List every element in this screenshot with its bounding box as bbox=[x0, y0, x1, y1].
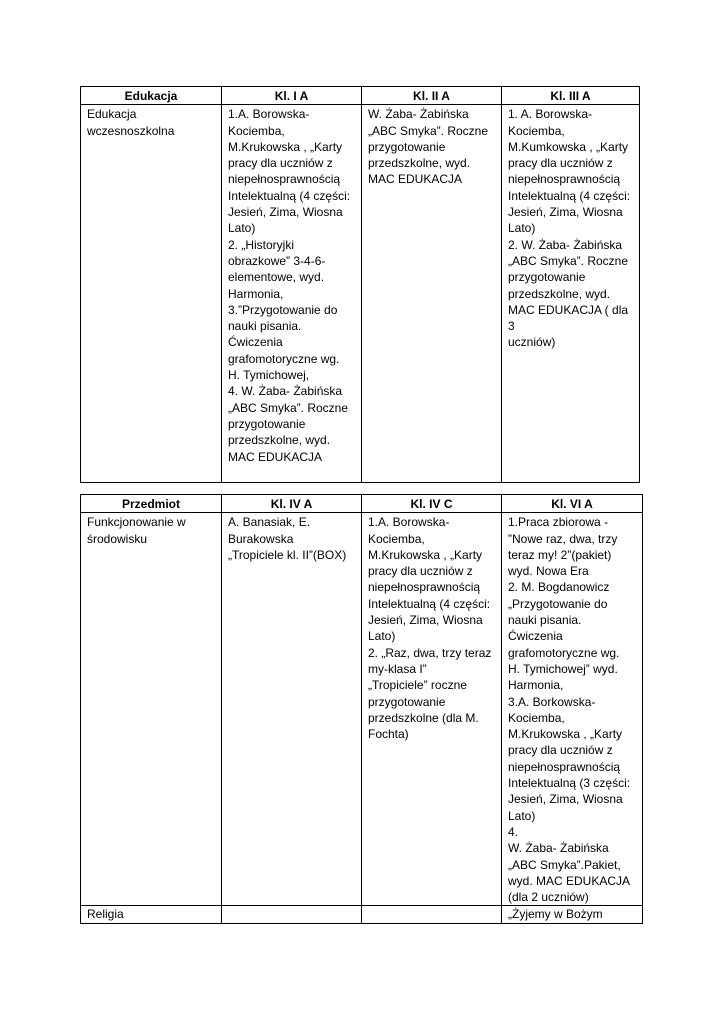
subject-cell: Edukacja wczesnoszkolna bbox=[81, 105, 222, 483]
header-cell: Kl. IV A bbox=[222, 495, 362, 513]
table-header-row bbox=[81, 495, 643, 513]
header-cell: Przedmiot bbox=[81, 495, 222, 513]
education-table-1 bbox=[80, 86, 640, 483]
book-cell: „Żyjemy w Bożym bbox=[502, 906, 643, 923]
table-row bbox=[81, 513, 643, 906]
header-cell: Kl. IV C bbox=[362, 495, 502, 513]
subject-cell: Funkcjonowanie w środowisku bbox=[81, 513, 222, 906]
book-cell: 1.A. Borowska- Kociemba, M.Krukowska , „Karty pracy dla uczniów z niepełnosprawnością Intelektualną (4 części: Jesień, Zima, Wiosna Lato) 2. „Raz, dwa, trzy teraz my-klasa I” „Tropiciele” roczne przygotowanie przedszkolne (dla M. Fochta) bbox=[362, 513, 502, 906]
book-cell: W. Żaba- Żabińska „ABC Smyka”. Roczne przygotowanie przedszkolne, wyd. MAC EDUKACJA bbox=[362, 105, 502, 483]
table-row bbox=[81, 105, 640, 483]
book-cell: A. Banasiak, E. Burakowska „Tropiciele kl. II”(BOX) bbox=[222, 513, 362, 906]
book-cell bbox=[222, 906, 362, 923]
book-cell: 1. A. Borowska- Kociemba, M.Kumkowska , „Karty pracy dla uczniów z niepełnosprawnością Intelektualną (4 części: Jesień, Zima, Wiosna Lato) 2. W. Żaba- Żabińska „ABC Smyka”. Roczne przygotowanie przedszkolne, wyd. MAC EDUKACJA ( dla 3 uczniów) bbox=[502, 105, 640, 483]
book-cell bbox=[362, 906, 502, 923]
book-cell: 1.A. Borowska- Kociemba, M.Krukowska , „Karty pracy dla uczniów z niepełnosprawnością Intelektualną (4 części: Jesień, Zima, Wiosna Lato) 2. „Historyjki obrazkowe” 3-4-6- elementowe, wyd. Harmonia, 3.”Przygotowanie do nauki pisania. Ćwiczenia grafomotoryczne wg. H. Tymichowej, 4. W. Żaba- Żabińska „ABC Smyka”. Roczne przygotowanie przedszkolne, wyd. MAC EDUKACJA bbox=[222, 105, 362, 483]
table-row bbox=[81, 906, 643, 923]
table-header-row bbox=[81, 87, 640, 105]
header-cell: Kl. III A bbox=[502, 87, 640, 105]
header-cell: Kl. I A bbox=[222, 87, 362, 105]
header-cell: Edukacja bbox=[81, 87, 222, 105]
header-cell: Kl. VI A bbox=[502, 495, 643, 513]
book-cell: 1.Praca zbiorowa - ”Nowe raz, dwa, trzy teraz my! 2”(pakiet) wyd. Nowa Era 2. M. Bogdanowicz „Przygotowanie do nauki pisania. Ćwiczenia grafomotoryczne wg. H. Tymichowej” wyd. Harmonia, 3.A. Borkowska- Kociemba, M.Krukowska , „Karty pracy dla uczniów z niepełnosprawnością Intelektualną (3 części: Jesień, Zima, Wiosna Lato) 4. W. Żaba- Żabińska „ABC Smyka”.Pakiet, wyd. MAC EDUKACJA (dla 2 uczniów) bbox=[502, 513, 643, 906]
header-cell: Kl. II A bbox=[362, 87, 502, 105]
subject-cell: Religia bbox=[81, 906, 222, 923]
education-table-2 bbox=[80, 494, 643, 924]
